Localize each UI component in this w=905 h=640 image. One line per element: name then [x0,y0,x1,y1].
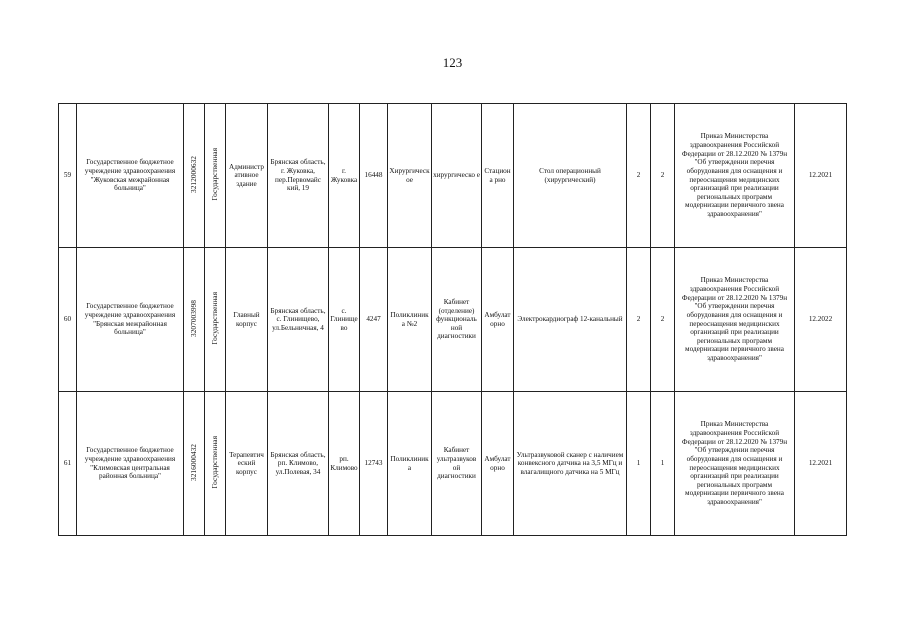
legal-basis: Приказ Министерства здравоохранения Российской Федерации от 28.12.2020 № 1379н "Об утверждении перечня оборудования для оснащения и переоснащения медицинских организаций при реализации региональных программ модернизации первичного звена здравоохранения" [675,392,795,536]
care-type: Амбулат орно [482,392,514,536]
ownership-value: Государственная [209,435,219,489]
legal-basis: Приказ Министерства здравоохранения Российской Федерации от 28.12.2020 № 1379н "Об утверждении перечня оборудования для оснащения и переоснащения медицинских организаций при реализации региональных программ модернизации первичного звена здравоохранения" [675,104,795,248]
care-type: Стациона рно [482,104,514,248]
quantity-1: 2 [627,248,651,392]
organization-name: Государственное бюджетное учреждение здравоохранения "Климовская центральная районная больница" [77,392,184,536]
row-number: 61 [59,392,77,536]
quantity-1: 1 [627,392,651,536]
ownership-value: Государственная [209,291,219,345]
address: Брянская область, с. Глинищево, ул.Бельничная, 4 [268,248,329,392]
department: Кабинет ультразвуков ой диагностики [432,392,482,536]
row-number: 59 [59,104,77,248]
quantity-2: 2 [651,248,675,392]
due-date: 12.2022 [795,248,847,392]
ownership-cell [205,248,226,392]
equipment-name: Ультразвуковой сканер с наличием конвексного датчика на 3,5 МГц и влагалищного датчика на 5 МГц [514,392,627,536]
quantity-2: 2 [651,104,675,248]
settlement: рп. Климово [329,392,360,536]
organization-name: Государственное бюджетное учреждение здравоохранения "Жуковская межрайонная больница" [77,104,184,248]
equipment-name: Электрокардиограф 12-канальный [514,248,627,392]
building-name: Терапевтич еский корпус [226,392,268,536]
unit: Поликлиник а [388,392,432,536]
due-date: 12.2021 [795,104,847,248]
department: хирургическо е [432,104,482,248]
code: 16448 [360,104,388,248]
address: Брянская область, г. Жуковка, пер.Первомайс кий, 19 [268,104,329,248]
building-name: Главный корпус [226,248,268,392]
building-name: Администр ативное здание [226,104,268,248]
ownership-value: Государственная [209,147,219,201]
organization-name: Государственное бюджетное учреждение здравоохранения "Брянская межрайонная больница" [77,248,184,392]
inn-value: 3207003998 [188,299,198,337]
address: Брянская область, рп. Климово, ул.Полевая, 34 [268,392,329,536]
settlement: с. Глинище во [329,248,360,392]
quantity-1: 2 [627,104,651,248]
table-row [59,392,847,536]
code: 12743 [360,392,388,536]
settlement: г. Жуковка [329,104,360,248]
inn-cell [184,392,205,536]
equipment-name: Стол операционный (хирургический) [514,104,627,248]
due-date: 12.2021 [795,392,847,536]
table-row [59,248,847,392]
unit: Хирургическ ое [388,104,432,248]
inn-cell [184,248,205,392]
table-row [59,104,847,248]
legal-basis: Приказ Министерства здравоохранения Российской Федерации от 28.12.2020 № 1379н "Об утверждении перечня оборудования для оснащения и переоснащения медицинских организаций при реализации региональных программ модернизации первичного звена здравоохранения" [675,248,795,392]
ownership-cell [205,392,226,536]
department: Кабинет (отделение) функциональ ной диагностики [432,248,482,392]
unit: Поликлиник а №2 [388,248,432,392]
row-number: 60 [59,248,77,392]
care-type: Амбулат орно [482,248,514,392]
ownership-cell [205,104,226,248]
page-number: 123 [442,55,463,70]
inn-value: 3212000632 [188,155,198,193]
inn-value: 3216000432 [188,443,198,481]
inn-cell [184,104,205,248]
code: 4247 [360,248,388,392]
quantity-2: 1 [651,392,675,536]
equipment-table [58,103,847,536]
